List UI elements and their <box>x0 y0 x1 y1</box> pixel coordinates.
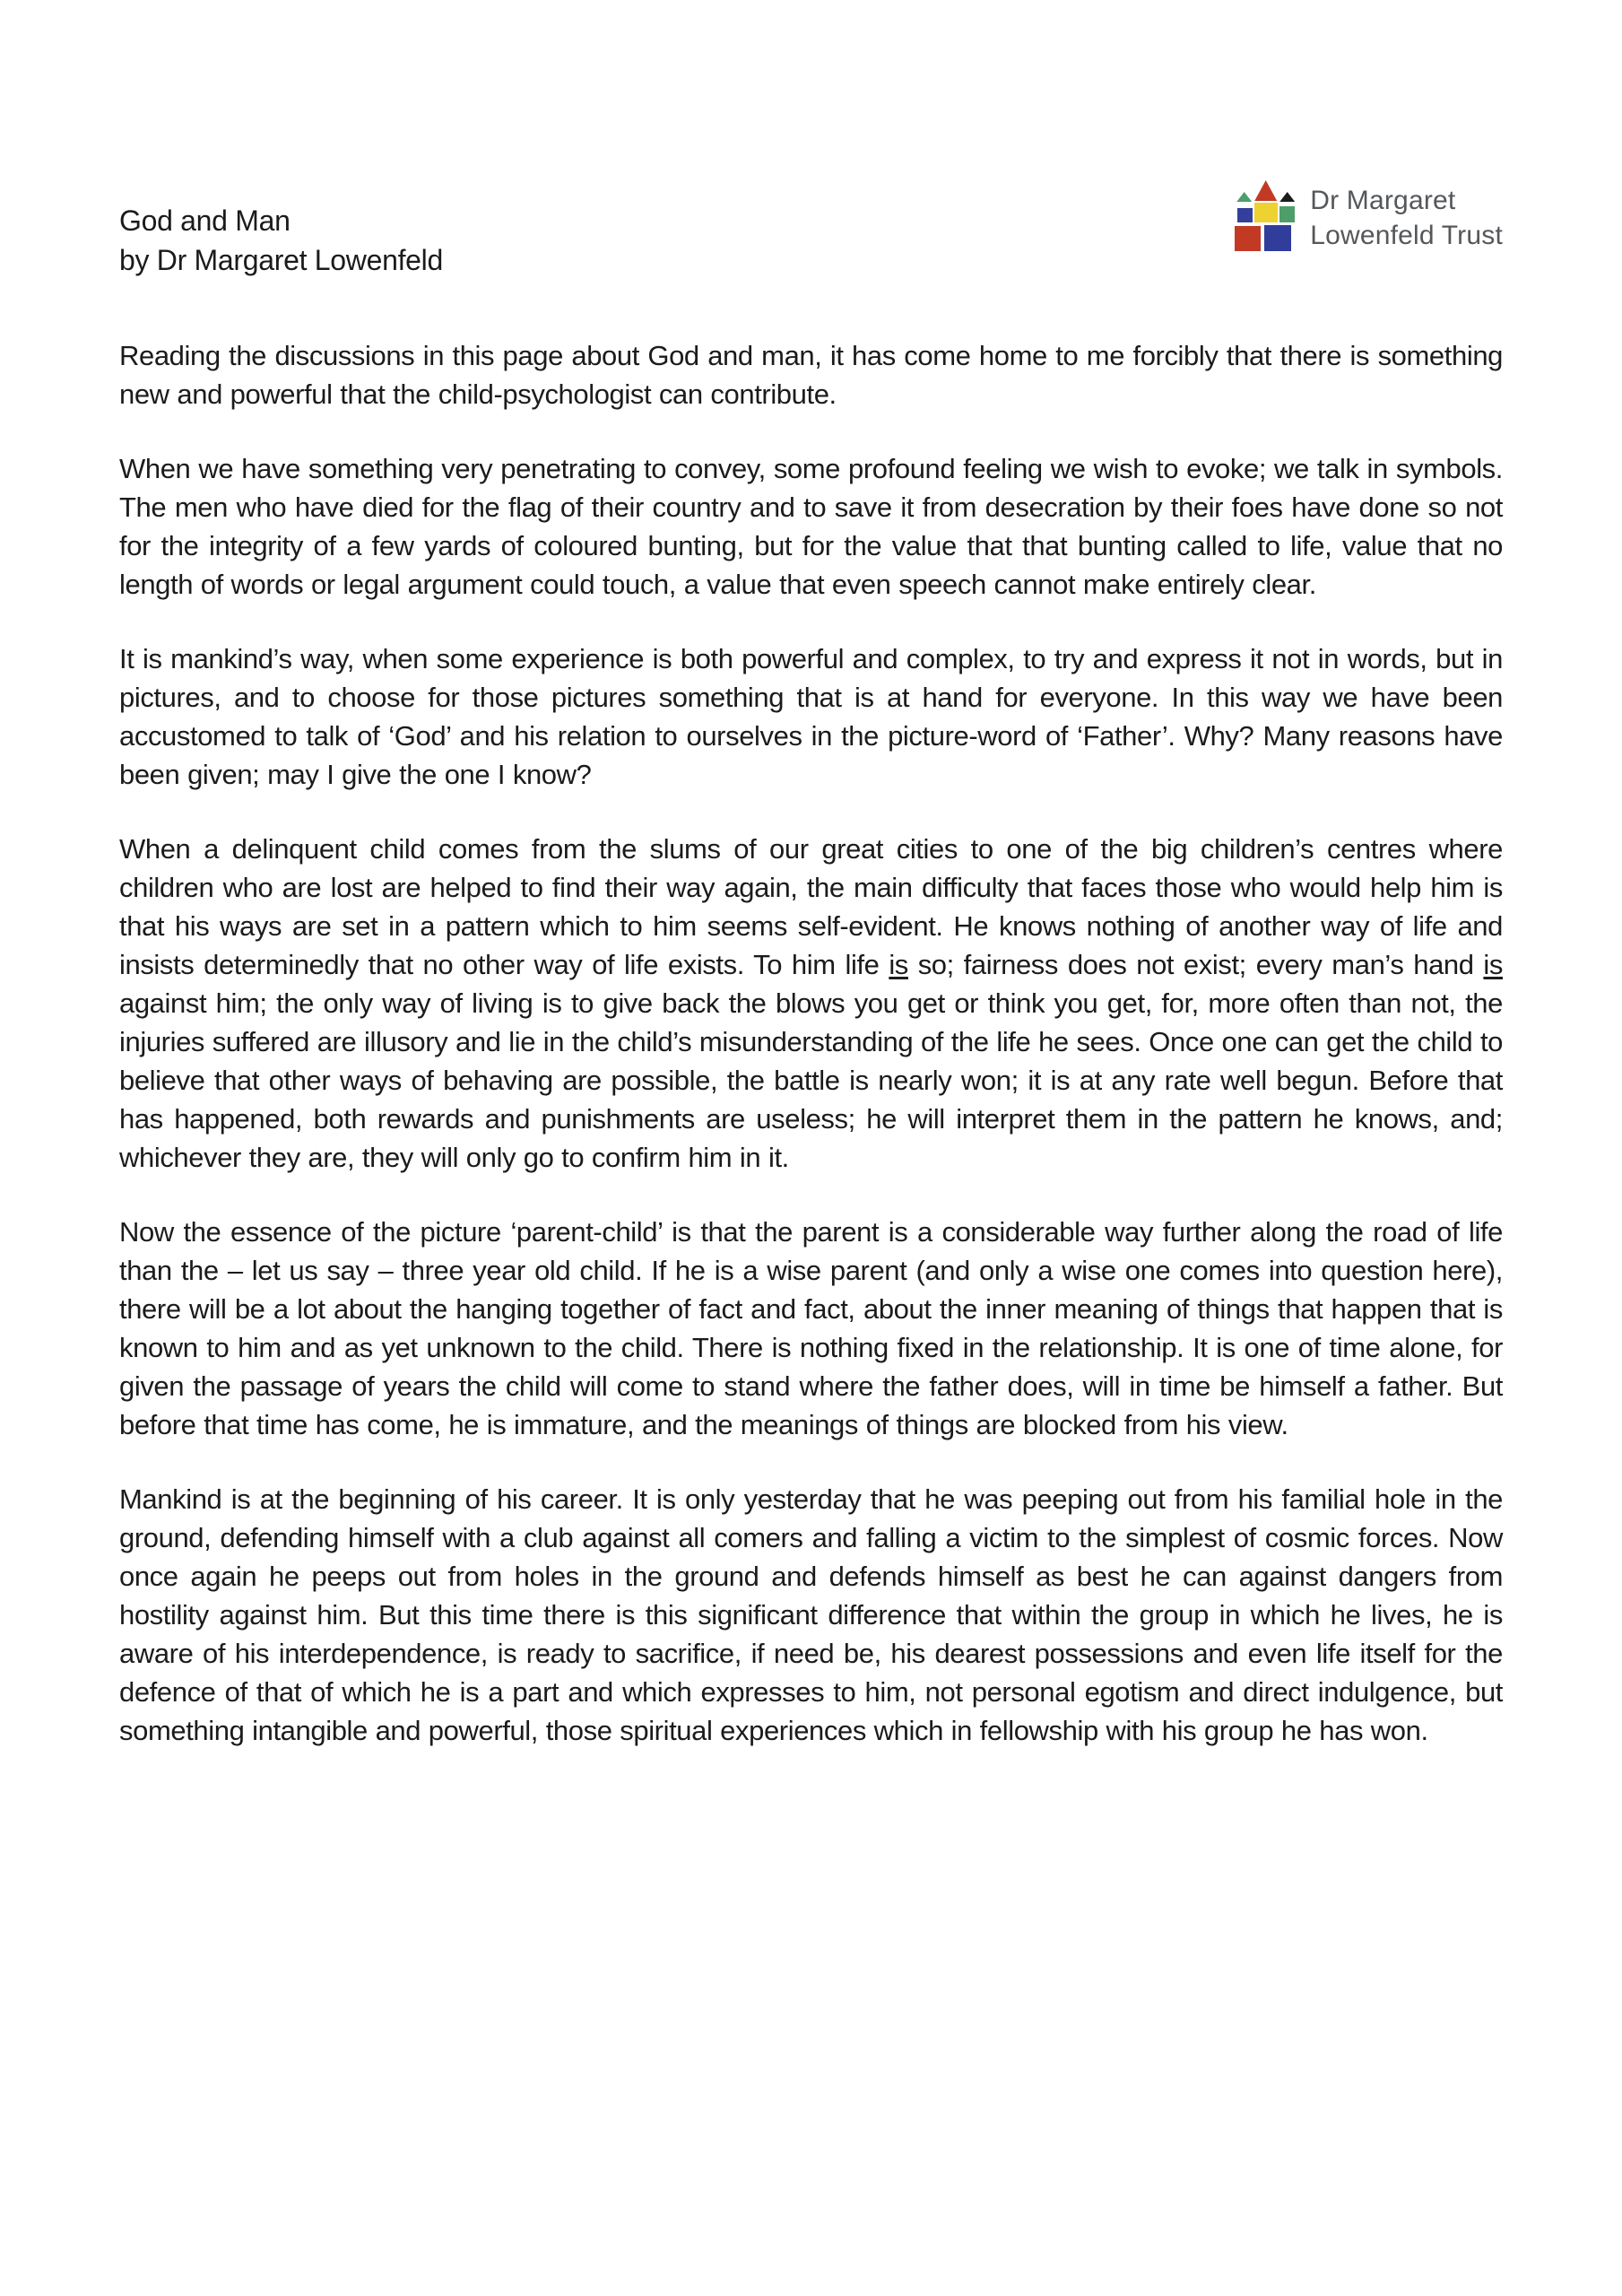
paragraph-text: Reading the discussions in this page about God and man, it has come home to me forcibly that there is something new and powerful that the child-psychologist can contribute. <box>119 340 1503 410</box>
paragraph-text: When we have something very penetrating to convey, some profound feeling we wish to evoke; we talk in symbols. The men who have died for the flag of their country and to save it from desecration by their foes have done so not for the integrity of a few yards of coloured bunting, but for the value that that bunting called to life, value that no length of words or legal argument could touch, a value that even speech cannot make entirely clear. <box>119 453 1503 600</box>
paragraph <box>119 830 1503 1177</box>
blue-small-square-shape <box>1237 208 1253 222</box>
paragraph-text: It is mankind’s way, when some experience is both powerful and complex, to try and express it not in words, but in pictures, and to choose for those pictures something that is at hand for everyone. In this way we have been accustomed to talk of ‘God’ and his relation to ourselves in the picture-word of ‘Father’. Why? Many reasons have been given; may I give the one I know? <box>119 643 1503 790</box>
document-body <box>119 336 1503 1750</box>
yellow-square-shape <box>1254 203 1278 222</box>
paragraph <box>119 1213 1503 1444</box>
logo-text-line-1: Dr Margaret <box>1310 186 1456 215</box>
black-triangle-shape <box>1279 192 1295 202</box>
title-line-1: God and Man <box>119 204 291 237</box>
paragraph <box>119 1480 1503 1750</box>
paragraph-text: When a delinquent child comes from the slums of our great cities to one of the big children’s centres where children who are lost are helped to find their way again, the main difficulty that faces those who would help him is that his ways are set in a pattern which to him seems self-evident. He knows nothing of another way of life and insists determinedly that no other way of life exists. To him life <box>119 833 1503 980</box>
blue-large-square-shape <box>1264 225 1291 251</box>
document-page <box>119 0 1503 1786</box>
green-small-square-shape <box>1279 206 1295 222</box>
red-triangle-shape <box>1254 180 1277 201</box>
paragraph-text: Mankind is at the beginning of his career. It is only yesterday that he was peeping out from his familial hole in the ground, defending himself with a club against all comers and falling a victim to the simplest of cosmic forces. Now once again he peeps out from holes in the ground and defends himself as best he can against dangers from hostility against him. But this time there is this significant difference that within the group in which he lives, he is aware of his interdependence, is ready to sacrifice, if need be, his dearest possessions and even life itself for the defence of that of which he is a part and which expresses to him, not personal egotism and direct indulgence, but something intangible and powerful, those spiritual experiences which in fellowship with his group he has won. <box>119 1483 1503 1746</box>
paragraph-text: so; fairness does not exist; every man’s hand <box>907 949 1484 980</box>
document-header <box>119 0 1503 336</box>
trust-logo <box>1227 179 1503 253</box>
paragraph-text: against him; the only way of living is to give back the blows you get or think you get, for, more often than not, the injuries suffered are illusory and lie in the child’s misunderstanding of the life he sees. Once one can get the child to believe that other ways of behaving are possible, the battle is nearly won; it is at any rate well begun. Before that has happened, both rewards and punishments are useless; he will interpret them in the pattern he knows, and; whichever they are, they will only go to confirm him in it. <box>119 987 1503 1173</box>
paragraph-text: Now the essence of the picture ‘parent-child’ is that the parent is a considerable way further along the road of life than the – let us say – three year old child. If he is a wise parent (and only a wise one comes into question here), there will be a lot about the hanging together of fact and fact, about the inner meaning of things that happen that is known to him and as yet unknown to the child. There is nothing fixed in the relationship. It is one of time alone, for given the passage of years the child will come to stand where the father does, will in time be himself a father. But before that time has come, he is immature, and the meanings of things are blocked from his view. <box>119 1216 1503 1440</box>
logo-text-line-2: Lowenfeld Trust <box>1310 221 1503 250</box>
building-blocks-logo-icon <box>1227 179 1299 253</box>
trust-logo-text <box>1310 179 1503 253</box>
document-title <box>119 201 443 280</box>
red-large-square-shape <box>1235 226 1261 251</box>
title-line-2: by Dr Margaret Lowenfeld <box>119 244 443 276</box>
paragraph <box>119 336 1503 413</box>
paragraph <box>119 639 1503 794</box>
paragraph <box>119 449 1503 604</box>
underlined-text: is <box>1483 949 1503 980</box>
green-triangle-shape <box>1236 192 1252 202</box>
underlined-text: is <box>889 949 908 980</box>
